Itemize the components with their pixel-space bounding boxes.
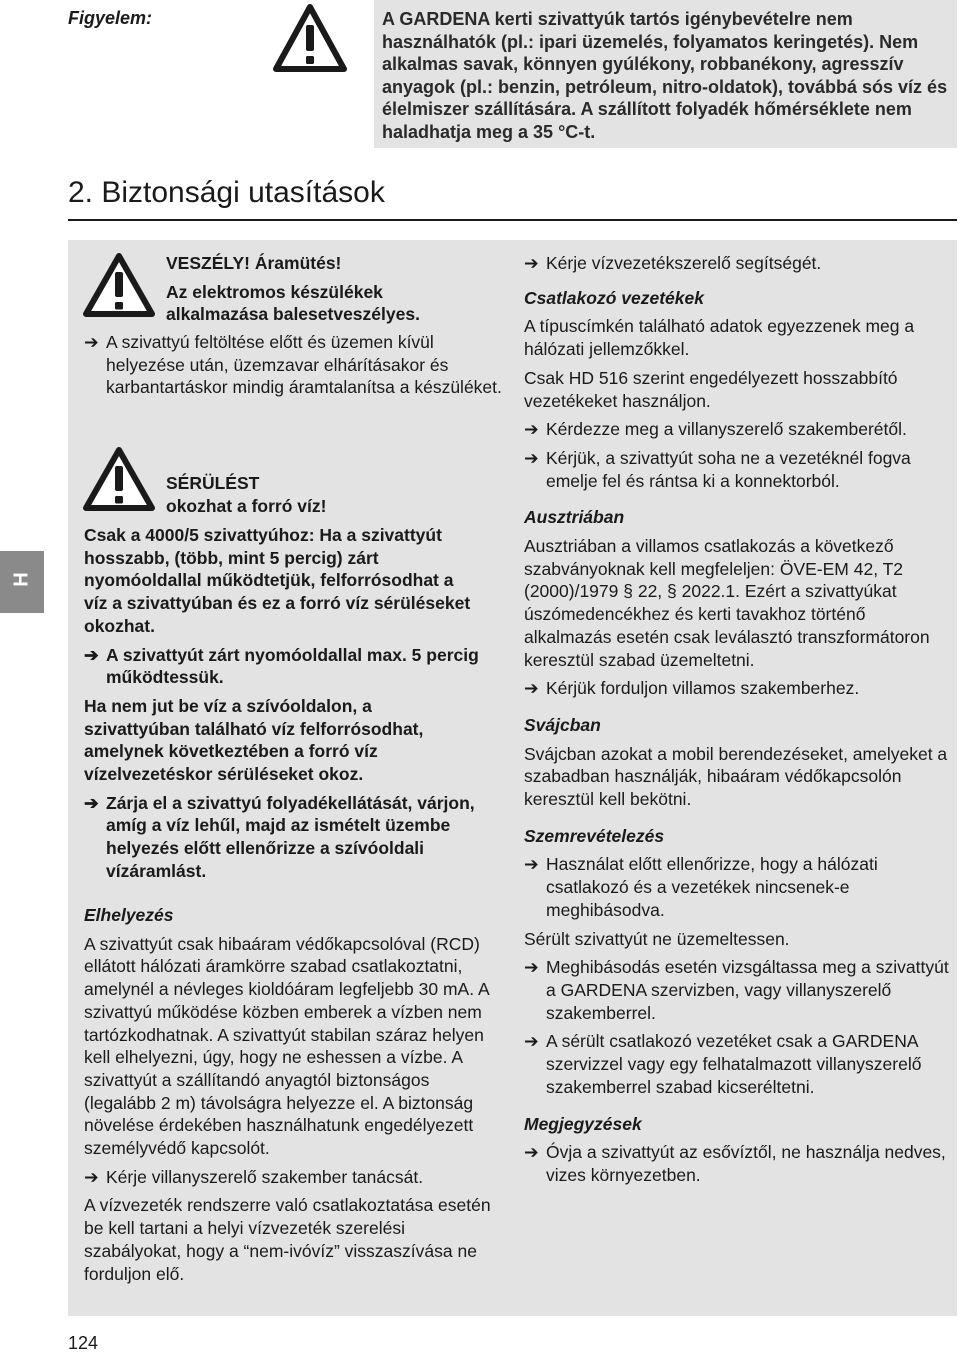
swiss-heading: Svájcban [524,714,601,735]
cables-para2: Csak HD 516 szerint engedélyezett hosszabbító vezetékeket használjon. [524,367,898,411]
warning-label: Figyelem: [68,8,153,28]
arrow-icon: ➔ [524,1142,539,1163]
page-number: 124 [68,1333,99,1353]
arrow-icon: ➔ [524,957,539,978]
arrow-icon: ➔ [84,792,99,813]
austria-step [524,677,949,700]
cables-step1 [524,418,949,441]
injury-para1: Csak a 4000/5 szivattyúhoz: Ha a szivattyút hosszabb, (több, mint 5 percig) zárt nyomóoldallal működtetjük, felforrósodhat a víz a szivattyúban és ez a forró víz sérüléseket okozhat. [84,525,471,636]
placement-para: A szivattyút csak hibaáram védőkapcsolóval (RCD) ellátott hálózati áramkörre szabad csatlakoztatni, amelynél a névleges kioldóáram legfeljebb 30 mA. A szivattyú működése közben emberek a vízben nem tartózkodhatnak. A szivattyút stabilan száraz helyen kell elhelyezni, úgy, hogy ne eshessen a vízbe. A szivattyút a szállítandó anyagtól biztonságos (legalább 2 m) távolságra helyezze el. A biztonság növelése érdekében használhatunk engedélyezett személyvédő kapcsolót. [84,933,489,1159]
cables-heading: Csatlakozó vezetékek [524,287,704,308]
arrow-icon: ➔ [84,644,99,665]
arrow-icon: ➔ [524,253,539,273]
cables-step2-text: Kérjük, a szivattyút soha ne a vezetéknél fogva emelje fel és rántsa ki a konnektorból. [546,447,911,491]
placement-para2: A vízvezeték rendszerre való csatlakoztatása esetén be kell tartani a helyi vízvezeték szerelési szabályokat, hogy a “nem-ivóvíz” visszaszívása ne forduljon elő. [84,1195,491,1284]
cables-step1-text: Kérdezze meg a villanyszerelő szakemberétől. [546,419,907,440]
injury-step1 [84,644,479,689]
warning-triangle-icon [272,3,348,73]
cables-step2 [524,447,949,492]
injury-title: SÉRÜLÉST [166,473,260,493]
arrow-icon: ➔ [84,332,99,352]
plumber-step-text: Kérje vízvezetékszerelő segítségét. [546,253,822,273]
danger-icon [82,252,156,323]
notes-heading: Megjegyzések [524,1113,642,1134]
placement-section [84,904,504,1285]
arrow-icon: ➔ [524,419,539,440]
language-tab-label: H [10,572,33,587]
notes-step [524,1141,949,1186]
austria-heading: Ausztriában [524,507,625,528]
injury-block [166,472,486,517]
danger-subtitle: Az elektromos készülékek alkalmazása balesetveszélyes. [166,281,420,325]
danger-step-text: A szivattyú feltöltése előtt és üzemen kívül helyezése után, üzemzavar elhárításakor és karbantartáskor mindig áramtalanítsa a készüléket. [106,332,502,398]
danger-block [166,252,486,326]
injury-text [84,524,479,883]
inspection-para: Sérült szivattyút ne üzemeltessen. [524,928,790,949]
inspection-step2-text: Meghibásodás esetén vizsgáltassa meg a szivattyút a GARDENA szervizben, vagy villanyszerelő szakemberrel. [546,957,949,1023]
inspection-heading: Szemrevételezés [524,825,665,846]
injury-step2 [84,792,479,883]
arrow-icon: ➔ [84,1166,99,1187]
notes-step-text: Óvja a szivattyút az esővíztől, ne használja nedves, vizes környezetben. [546,1142,946,1185]
arrow-icon: ➔ [524,1031,539,1052]
inspection-step3-text: A sérült csatlakozó vezetéket csak a GARDENA szervizzel vagy egy felhatalmazott villanyszerelő szakemberrel szabad kicseréltetni. [546,1031,922,1097]
arrow-icon: ➔ [524,678,539,699]
danger-step [84,331,506,399]
section-title: 2. Biztonsági utasítások [68,176,385,209]
injury-subtitle: okozhat a forró víz! [166,495,327,516]
placement-step-text: Kérje villanyszerelő szakember tanácsát. [106,1166,424,1187]
plumber-step [524,252,949,275]
austria-para: Ausztriában a villamos csatlakozás a következő szabványoknak kell megfeleljen: ÖVE-EM 42, T2 (2000)/1979 § 22, § 2022.1. Ezért a szivattyúkat úszómedencékhez és kerti tavakhoz történő alkalmazás esetén csak leválasztó transzformátoron keresztül szabad üzemeltetni. [524,536,930,670]
injury-step2-text: Zárja el a szivattyú folyadékellátását, várjon, amíg a víz lehűl, majd az ismételt üzembe helyezés előtt ellenőrizze a szívóoldali vízáramlást. [106,792,475,881]
austria-step-text: Kérjük forduljon villamos szakemberhez. [546,678,860,699]
inspection-step1-text: Használat előtt ellenőrizze, hogy a hálózati csatlakozó és a vezetékek nincsenek-e meghibásodva. [546,854,878,920]
injury-para2: Ha nem jut be víz a szívóoldalon, a szivattyúban található víz felforrósodhat, amelynek következtében a forró víz vízelvezetéskor sérüléseket okoz. [84,695,424,785]
inspection-step1 [524,853,949,921]
injury-step1-text: A szivattyút zárt nyomóoldallal max. 5 percig működtessük. [106,644,479,688]
inspection-step3 [524,1030,949,1098]
arrow-icon: ➔ [524,447,539,468]
swiss-para: Svájcban azokat a mobil berendezéseket, amelyeket a szabadban használják, hibaáram védőkapcsolón keresztül kell bekötni. [524,743,948,810]
inspection-step2 [524,956,949,1024]
danger-title: VESZÉLY! Áramütés! [166,253,342,273]
warning-text: A GARDENA kerti szivattyúk tartós igénybevételre nem használhatók (pl.: ipari üzemelés, folyamatos keringetés). Nem alkalmas savak, könnyen gyúlékony, robbanékony, agresszív anyagok (pl.: benzin, petróleum, nitro-oldatok), továbbá sós víz és élelmiszer szállítására. A szállított folyadék hőmérséklete nem haladhatja meg a 35 °C-t. [382,9,948,142]
injury-warning-icon [82,446,156,517]
section-divider [68,219,957,221]
placement-step [84,1166,504,1189]
right-column [524,252,949,1187]
arrow-icon: ➔ [524,854,539,875]
placement-heading: Elhelyezés [84,905,174,925]
cables-para1: A típuscímkén található adatok egyezzenek meg a hálózati jellemzőkkel. [524,316,915,360]
